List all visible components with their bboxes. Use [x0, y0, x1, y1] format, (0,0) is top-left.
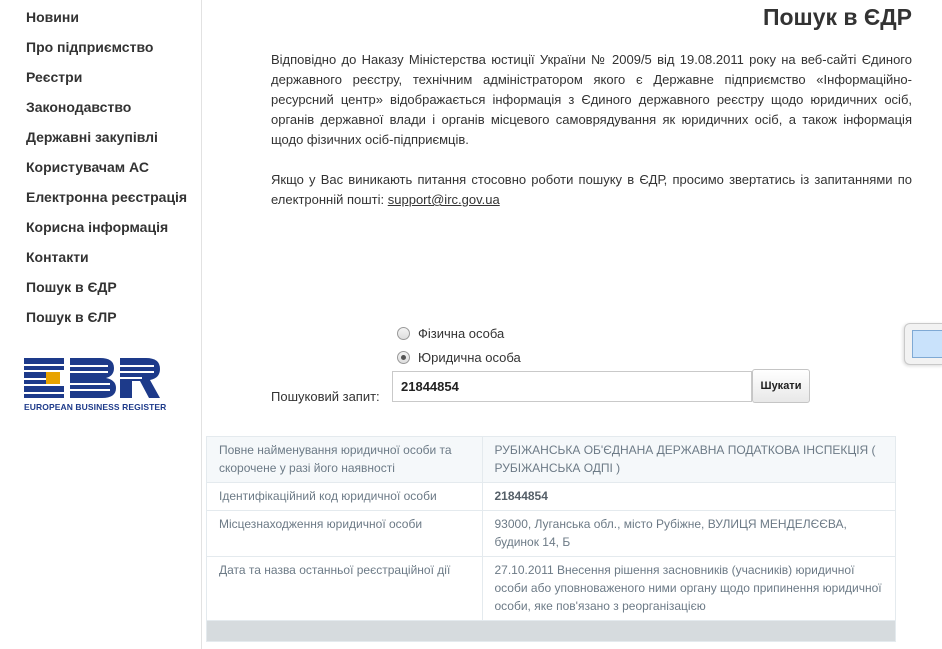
table-footer-bar [207, 621, 895, 641]
row-value: 93000, Луганська обл., місто Рубіжне, ВУЛИЦЯ МЕНДЕЛЄЄВА, будинок 14, Б [482, 511, 895, 557]
nav-item-search-edr[interactable]: Пошук в ЄДР [26, 279, 117, 295]
radio-individual[interactable] [397, 326, 504, 341]
search-input[interactable] [392, 371, 752, 402]
row-key: Місцезнаходження юридичної особи [207, 511, 482, 557]
search-label: Пошуковий запит: [271, 389, 380, 404]
row-value: 27.10.2011 Внесення рішення засновників (учасників) юридичної особи або уповноваженого ними органу щодо припинення юридичної особи, яке пов'язано з реорганізацією [482, 557, 895, 621]
logo-caption: EUROPEAN BUSINESS REGISTER [24, 402, 167, 412]
ebr-logo[interactable] [24, 356, 167, 414]
nav-item-contacts[interactable]: Контакти [26, 249, 89, 265]
search-button[interactable]: Шукати [752, 369, 810, 403]
nav-item-useful-info[interactable]: Корисна інформація [26, 219, 169, 235]
sidebar [0, 0, 202, 649]
intro-text [271, 50, 912, 230]
table-row [207, 483, 895, 511]
table-row [207, 511, 895, 557]
nav-item-procurement[interactable]: Державні закупівлі [26, 129, 158, 145]
results-table [206, 436, 896, 642]
nav-item-legislation[interactable]: Законодавство [26, 99, 132, 115]
row-value: РУБІЖАНСЬКА ОБ'ЄДНАНА ДЕРЖАВНА ПОДАТКОВА ІНСПЕКЦІЯ ( РУБІЖАНСЬКА ОДПІ ) [482, 437, 895, 483]
table-row [207, 437, 895, 483]
ebr-logo-mark [24, 356, 160, 402]
intro-paragraph: Відповідно до Наказу Міністерства юстиції України № 2009/5 від 19.08.2011 року на веб-сайті Єдиного державного реєстру, технічним адміністратором якого є Державне підприємство «Інформаційно-ресурсний центр» відображається інформація з Єдиного державного реєстру щодо юридичних осіб, органів державної влади і органів місцевого самоврядування як юридичних осіб, а також інформація щодо фізичних осіб-підприємців. [271, 52, 912, 147]
side-panel-tab-inner [912, 330, 942, 358]
nav-item-e-registration[interactable]: Електронна реєстрація [26, 189, 188, 205]
row-key: Повне найменування юридичної особи та скорочене у разі його наявності [207, 437, 482, 483]
radio-legal-circle[interactable] [397, 351, 410, 364]
radio-legal[interactable] [397, 350, 521, 365]
radio-individual-label: Фізична особа [418, 326, 505, 341]
nav-item-as-users[interactable]: Користувачам АС [26, 159, 149, 175]
radio-legal-label: Юридична особа [418, 350, 521, 365]
row-value: 21844854 [482, 483, 895, 511]
nav-item-search-elr[interactable]: Пошук в ЄЛР [26, 309, 117, 325]
radio-individual-circle[interactable] [397, 327, 410, 340]
contact-paragraph [271, 170, 912, 210]
contact-text: Якщо у Вас виникають питання стосовно роботи пошуку в ЄДР, просимо звертатись із запитаннями по електронній пошті: [271, 172, 912, 207]
support-email-link[interactable]: support@irc.gov.ua [387, 192, 500, 207]
nav-item-news[interactable]: Новини [26, 9, 79, 25]
table-row [207, 557, 895, 621]
page-title: Пошук в ЄДР [762, 4, 912, 30]
nav-item-registers[interactable]: Реєстри [26, 69, 83, 85]
side-panel-tab[interactable] [904, 323, 942, 365]
row-key: Ідентифікаційний код юридичної особи [207, 483, 482, 511]
row-key: Дата та назва останньої реєстраційної дії [207, 557, 482, 621]
nav-item-about[interactable]: Про підприємство [26, 39, 154, 55]
